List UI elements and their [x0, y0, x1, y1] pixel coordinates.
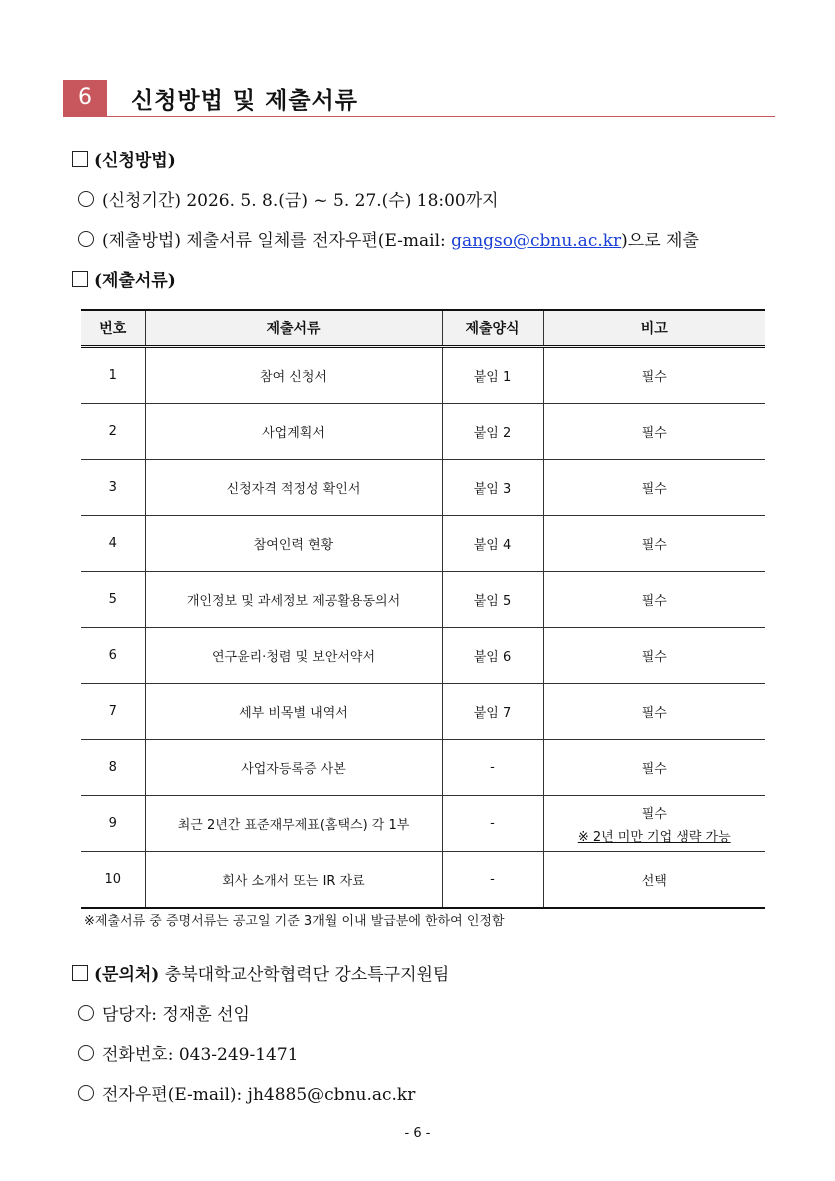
cell-number: 9: [81, 796, 145, 852]
cell-number: 2: [81, 404, 145, 460]
cell-document: 개인정보 및 과세정보 제공활용동의서: [145, 572, 442, 628]
checkbox-square-icon: [72, 965, 88, 981]
contact-heading: [72, 960, 449, 985]
table-row: [81, 740, 765, 796]
method-heading-text: (신청방법): [94, 151, 176, 171]
documents-heading: [72, 266, 176, 291]
method-submit-suffix: )으로 제출: [621, 231, 699, 251]
cell-remark: [543, 572, 765, 628]
contact-phone-text: 전화번호: 043-249-1471: [102, 1045, 299, 1065]
cell-form: -: [442, 852, 543, 909]
cell-document: 최근 2년간 표준재무제표(홈택스) 각 1부: [145, 796, 442, 852]
cell-document: 사업자등록증 사본: [145, 740, 442, 796]
checkbox-square-icon: [72, 151, 88, 167]
remark-text: 필수: [641, 426, 667, 441]
table-row: [81, 516, 765, 572]
cell-document: 신청자격 적정성 확인서: [145, 460, 442, 516]
cell-remark: [543, 516, 765, 572]
cell-number: 6: [81, 628, 145, 684]
cell-form: 붙임 1: [442, 347, 543, 404]
method-period: [72, 186, 499, 211]
circle-bullet-icon: [78, 1045, 94, 1061]
cell-number: 7: [81, 684, 145, 740]
col-header-number: 번호: [81, 310, 145, 347]
cell-document: 참여인력 현황: [145, 516, 442, 572]
cell-document: 사업계획서: [145, 404, 442, 460]
cell-form: -: [442, 740, 543, 796]
cell-number: 3: [81, 460, 145, 516]
cell-number: 5: [81, 572, 145, 628]
contact-email-text: 전자우편(E-mail): jh4885@cbnu.ac.kr: [102, 1085, 416, 1105]
method-submit-prefix: (제출방법) 제출서류 일체를 전자우편(E-mail:: [102, 231, 452, 251]
documents-table: [81, 309, 765, 909]
cell-form: -: [442, 796, 543, 852]
cell-remark: [543, 347, 765, 404]
table-row: [81, 628, 765, 684]
cell-form: 붙임 4: [442, 516, 543, 572]
col-header-document: 제출서류: [145, 310, 442, 347]
remark-text: 필수: [641, 762, 667, 777]
remark-text: 필수: [641, 538, 667, 553]
table-row: [81, 684, 765, 740]
cell-number: 1: [81, 347, 145, 404]
remark-extra: ※ 2년 미만 기업 생략 가능: [577, 829, 731, 845]
table-row: [81, 796, 765, 852]
remark-text: 필수: [641, 806, 667, 822]
cell-number: 10: [81, 852, 145, 909]
cell-remark: [543, 796, 765, 852]
cell-remark: [543, 684, 765, 740]
cell-form: 붙임 6: [442, 628, 543, 684]
remark-text: 필수: [641, 482, 667, 497]
cell-remark: [543, 852, 765, 909]
submit-email-link[interactable]: gangso@cbnu.ac.kr: [451, 231, 622, 251]
method-period-text: (신청기간) 2026. 5. 8.(금) ~ 5. 27.(수) 18:00까지: [102, 191, 499, 211]
cell-remark: [543, 404, 765, 460]
table-row: [81, 572, 765, 628]
contact-person: [72, 1000, 250, 1025]
remark-text: 선택: [641, 874, 667, 889]
table-header-row: [81, 310, 765, 347]
cell-form: 붙임 2: [442, 404, 543, 460]
cell-document: 연구윤리·청렴 및 보안서약서: [145, 628, 442, 684]
contact-person-text: 담당자: 정재훈 선임: [102, 1005, 250, 1025]
table-row: [81, 852, 765, 909]
contact-org: 충북대학교산학협력단 강소특구지원팀: [164, 965, 450, 985]
cell-remark: [543, 460, 765, 516]
col-header-form: 제출양식: [442, 310, 543, 347]
checkbox-square-icon: [72, 271, 88, 287]
documents-footnote: ※제출서류 중 증명서류는 공고일 기준 3개월 이내 발급분에 한하여 인정함: [84, 914, 505, 929]
cell-document: 회사 소개서 또는 IR 자료: [145, 852, 442, 909]
method-heading: [72, 146, 176, 171]
cell-form: 붙임 5: [442, 572, 543, 628]
table-row: [81, 460, 765, 516]
cell-number: 4: [81, 516, 145, 572]
cell-document: 참여 신청서: [145, 347, 442, 404]
documents-heading-text: (제출서류): [94, 271, 176, 291]
section-number: 6: [63, 80, 107, 116]
cell-document: 세부 비목별 내역서: [145, 684, 442, 740]
cell-form: 붙임 3: [442, 460, 543, 516]
contact-heading-text: (문의처): [94, 965, 160, 985]
remark-text: 필수: [641, 370, 667, 385]
page-number: - 6 -: [404, 1126, 431, 1141]
cell-form: 붙임 7: [442, 684, 543, 740]
table-row: [81, 404, 765, 460]
remark-text: 필수: [641, 650, 667, 665]
circle-bullet-icon: [78, 1085, 94, 1101]
cell-remark: [543, 628, 765, 684]
contact-phone: [72, 1040, 298, 1065]
circle-bullet-icon: [78, 1005, 94, 1021]
col-header-remark: 비고: [543, 310, 765, 347]
circle-bullet-icon: [78, 231, 94, 247]
section-header: [63, 80, 775, 118]
section-divider: [63, 116, 775, 117]
method-submit: [72, 226, 699, 251]
table-row: [81, 347, 765, 404]
cell-number: 8: [81, 740, 145, 796]
contact-email: [72, 1080, 415, 1105]
circle-bullet-icon: [78, 191, 94, 207]
cell-remark: [543, 740, 765, 796]
section-title: 신청방법 및 제출서류: [131, 88, 358, 114]
remark-text: 필수: [641, 706, 667, 721]
remark-text: 필수: [641, 594, 667, 609]
